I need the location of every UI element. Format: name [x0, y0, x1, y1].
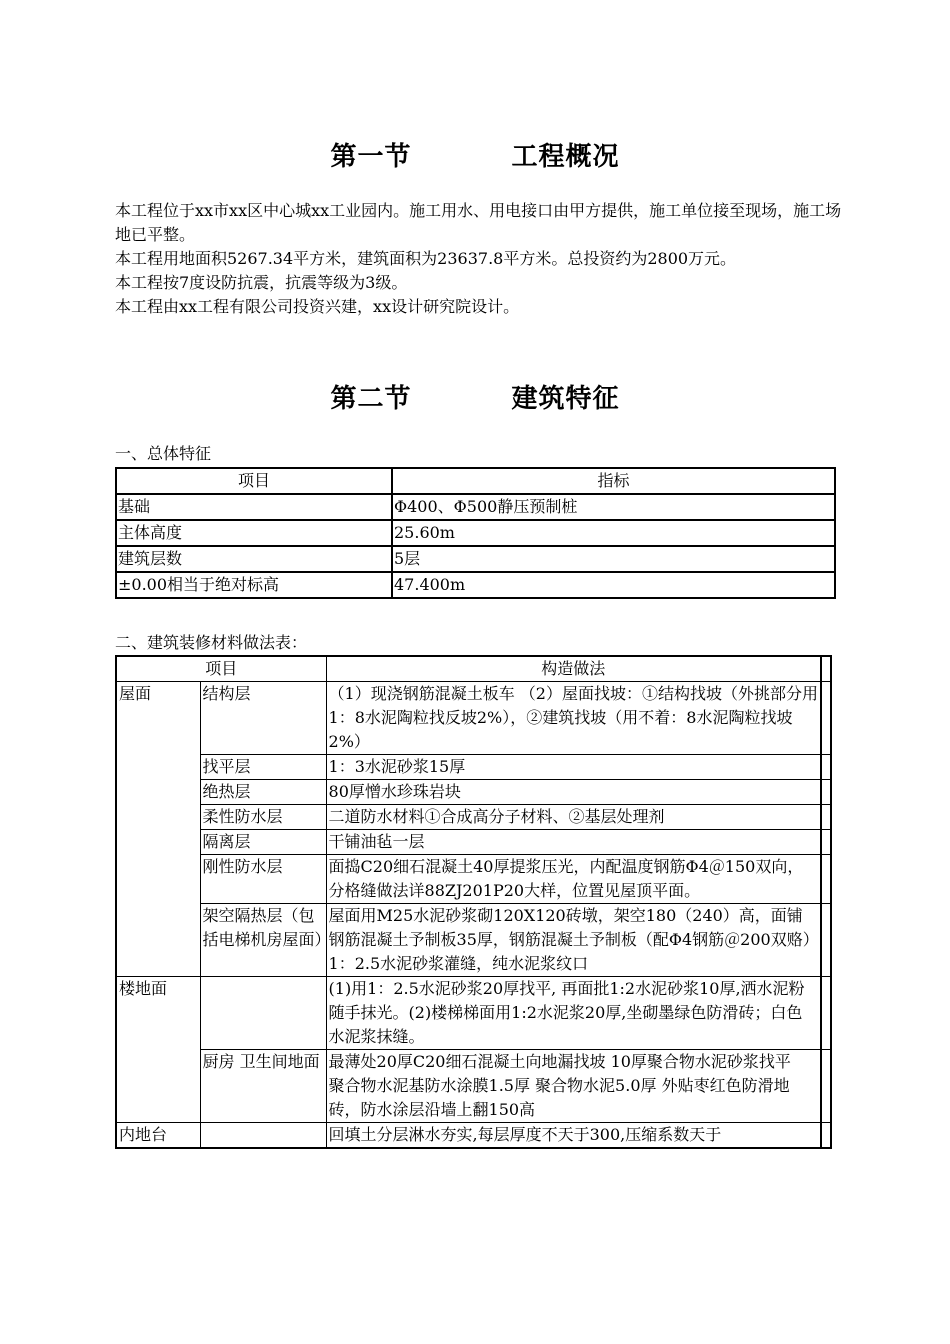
table-row: [116, 546, 835, 572]
paragraph-seismic: 本工程按7度设防抗震，抗震等级为3级。: [115, 273, 408, 292]
category-inner: 内地台: [116, 1123, 200, 1149]
category-floor: 楼地面: [116, 977, 200, 1123]
layer-name: 刚性防水层: [200, 855, 326, 904]
header-method: 构造做法: [326, 656, 821, 682]
layer-name: [200, 977, 326, 1050]
row-value: 25.60m: [392, 520, 835, 546]
row-value: 47.400m: [392, 572, 835, 598]
section1-number-label: 第一节: [330, 142, 412, 172]
table-row: [116, 755, 831, 780]
table-row: [116, 494, 835, 520]
header-item: 项目: [116, 468, 392, 494]
layer-method: 1：3水泥砂浆15厚: [326, 755, 821, 780]
row-label: 建筑层数: [116, 546, 392, 572]
row-label: ±0.00相当于绝对标高: [116, 572, 392, 598]
layer-name: 找平层: [200, 755, 326, 780]
header-indicator: 指标: [392, 468, 835, 494]
layer-method: 干铺油毡一层: [326, 830, 821, 855]
layer-method: 80厚憎水珍珠岩块: [326, 780, 821, 805]
table-row: [116, 1050, 831, 1123]
layer-name: 隔离层: [200, 830, 326, 855]
finishes-caption: 二、建筑装修材料做法表：: [115, 633, 308, 652]
table-edge: [821, 805, 831, 830]
table-row: [116, 682, 831, 755]
row-label: 主体高度: [116, 520, 392, 546]
row-value: 5层: [392, 546, 835, 572]
paragraph-area: 本工程用地面积5267.34平方米，建筑面积为23637.8平方米。总投资约为2800万元。: [115, 249, 737, 268]
table-edge: [821, 755, 831, 780]
category-roof: 屋面: [116, 682, 200, 977]
layer-name: 绝热层: [200, 780, 326, 805]
table-edge: [821, 1123, 831, 1149]
layer-method: 面捣C20细石混凝土40厚提浆压光，内配温度钢筋Φ4＠150双向，分格缝做法详88ZJ201P20大样，位置见屋顶平面。: [326, 855, 821, 904]
header-item: 项目: [116, 656, 326, 682]
layer-name: [200, 1123, 326, 1149]
table-header-row: [116, 656, 831, 682]
layer-method: （1）现浇钢筋混凝土板车 （2）屋面找坡：①结构找坡（外挑部分用1：8水泥陶粒找反坡2%），②建筑找坡（用不着：8水泥陶粒找坡2%）: [326, 682, 821, 755]
table-header-row: [116, 468, 835, 494]
section2-title: 建筑特征: [511, 384, 620, 414]
table-row: [116, 805, 831, 830]
table-edge: [821, 904, 831, 977]
layer-method: 回填土分层淋水夯实,每层厚度不天于300,压缩系数天于: [326, 1123, 821, 1149]
section1-title: 工程概况: [511, 142, 620, 172]
table-row: [116, 855, 831, 904]
table-row: [116, 904, 831, 977]
row-label: 基础: [116, 494, 392, 520]
section2-heading: [0, 378, 950, 415]
table-row: [116, 830, 831, 855]
overview-table: [115, 467, 836, 599]
table-edge: [821, 977, 831, 1050]
paragraph-investor: 本工程由xx工程有限公司投资兴建，xx设计研究院设计。: [115, 297, 520, 316]
row-value: Φ400、Φ500静压预制桩: [392, 494, 835, 520]
section1-body: [115, 199, 850, 319]
table-row: [116, 977, 831, 1050]
layer-method: 二道防水材料①合成高分子材料、②基层处理剂: [326, 805, 821, 830]
section2-number: 第二节: [330, 384, 412, 414]
layer-method: 最薄处20厚C20细石混凝土向地漏找坡 10厚聚合物水泥砂浆找平 聚合物水泥基防水涂膜1.5厚 聚合物水泥5.0厚 外贴枣红色防滑地砖，防水涂层沿墙上翻150高: [326, 1050, 821, 1123]
paragraph-location: 本工程位于xx市xx区中心城xx工业园内。施工用水、用电接口由甲方提供，施工单位接至现场，施工场地已平整。: [115, 201, 842, 244]
table-row: [116, 780, 831, 805]
table-edge: [821, 656, 831, 682]
layer-name: 厨房 卫生间地面: [200, 1050, 326, 1123]
layer-method: 屋面用M25水泥砂浆砌120X120砖墩，架空180（240）高，面铺钢筋混凝土予制板35厚，钢筋混凝土予制板（配Φ4钢筋＠200双赂）1：2.5水泥砂浆灌缝，纯水泥浆纹口: [326, 904, 821, 977]
table-edge: [821, 780, 831, 805]
table-edge: [821, 682, 831, 755]
layer-name: 架空隔热层（包括电梯机房屋面）: [200, 904, 326, 977]
table-row: [116, 520, 835, 546]
table-row: [116, 572, 835, 598]
layer-name: 结构层: [200, 682, 326, 755]
table-edge: [821, 855, 831, 904]
overview-caption: 一、总体特征: [115, 444, 212, 463]
table-row: [116, 1123, 831, 1149]
finishes-table: [115, 655, 839, 1149]
section1-heading-text: [0, 136, 950, 173]
table-edge: [821, 830, 831, 855]
layer-name: 柔性防水层: [200, 805, 326, 830]
layer-method: (1)用1：2.5水泥砂浆20厚找平, 再面批1:2水泥砂浆10厚,洒水泥粉随手抹光。(2)楼梯梯面用1:2水泥浆20厚,坐砌墨绿色防滑砖；白色水泥浆抹缝。: [326, 977, 821, 1050]
